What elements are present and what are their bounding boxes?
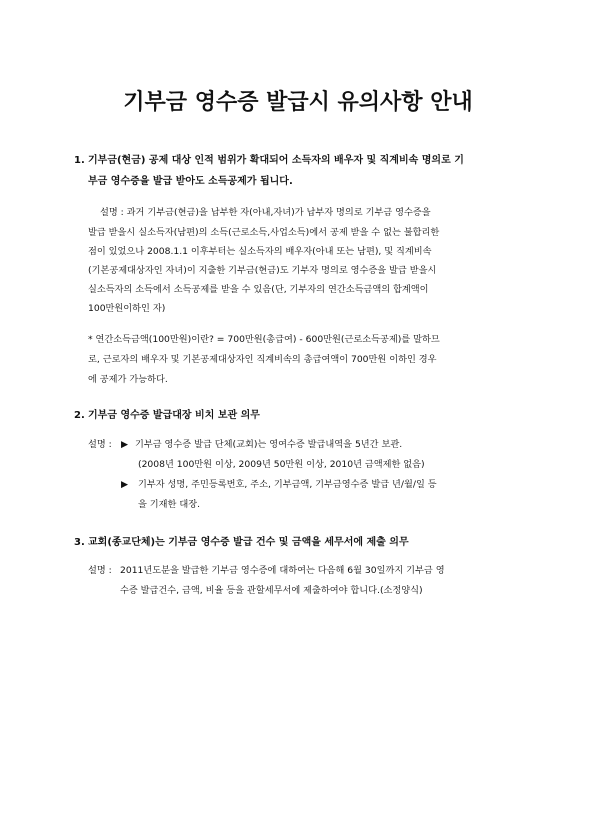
section-1-heading-line-2: 부금 영수증을 발급 받아도 소득공제가 됩니다. [88, 176, 293, 187]
section-2-item-2-line-2: 을 기재한 대장. [138, 499, 201, 510]
section-1-number: 1. [74, 155, 85, 166]
section-3-line-2: 수증 발급건수, 금액, 비율 등을 관할세무서에 제출하여야 합니다.(소정양식) [120, 585, 423, 596]
section-2-number: 2. [74, 410, 85, 421]
section-3-number: 3. [74, 537, 85, 548]
section-1-explanation-line-2: 발급 받을시 실소득자(남편)의 소득(근로소득,사업소득)에서 공제 받을 수 없는 불합리한 [88, 227, 440, 238]
section-1-note-line-3: 에 공제가 가능하다. [88, 374, 168, 385]
section-1-heading-line-1: 기부금(현금) 공제 대상 인적 범위가 확대되어 소득자의 배우자 및 직계비속 명의로 기 [88, 155, 464, 166]
section-1-note-line-2: 로, 근로자의 배우자 및 기본공제대상자인 직계비속의 총급여액이 700만원 이하인 경우 [88, 354, 437, 365]
section-1-explanation-line-4: (기본공제대상자인 자녀)이 지출한 기부금(현금)도 기부자 명의로 영수증을 발급 받을시 [88, 265, 437, 276]
section-1-explanation-line-1: 설명 : 과거 기부금(현금)을 납부한 자(아내,자녀)가 납부자 명의로 기부금 영수증을 [100, 207, 431, 218]
section-2-item-1-line-1: 기부금 영수증 발급 단체(교회)는 영여수증 발급내역을 5년간 보관. [135, 439, 403, 450]
section-1-explanation-line-5: 실소득자의 소득에서 소득공제를 받을 수 있음(단, 기부자의 연간소득금액의 합계액이 [88, 284, 429, 295]
section-1-explanation-line-6: 100만원이하인 자) [88, 303, 166, 314]
section-1-explanation-line-3: 점이 있었으나 2008.1.1 이후부터는 실소득자의 배우자(아내 또는 남편), 및 직계비속 [88, 246, 432, 257]
section-3-label: 설명 : [88, 565, 112, 576]
section-2-item-1-line-2: (2008년 100만원 이상, 2009년 50만원 이상, 2010년 금액제한 없음) [138, 459, 425, 470]
section-2-heading: 기부금 영수증 발급대장 비치 보관 의무 [88, 410, 260, 421]
section-2-item-2-line-1: 기부자 성명, 주민등록번호, 주소, 기부금액, 기부금영수증 발급 년/월/일 등 [138, 479, 437, 490]
section-2-bullet-2: ▶ [121, 479, 129, 490]
section-3-heading: 교회(종교단체)는 기부금 영수증 발급 건수 및 금액을 세무서에 제출 의무 [88, 537, 409, 548]
section-2-label: 설명 : [88, 439, 112, 450]
section-1-note-line-1: * 연간소득금액(100만원)이란? = 700만원(총급여) - 600만원(근로소득공제)를 말하므 [88, 334, 440, 345]
section-2-bullet-1: ▶ [121, 439, 129, 450]
page-title: 기부금 영수증 발급시 유의사항 안내 [123, 90, 473, 115]
section-3-line-1: 2011년도분을 발급한 기부금 영수증에 대하여는 다음해 6월 30일까지 기부금 영 [120, 565, 445, 576]
